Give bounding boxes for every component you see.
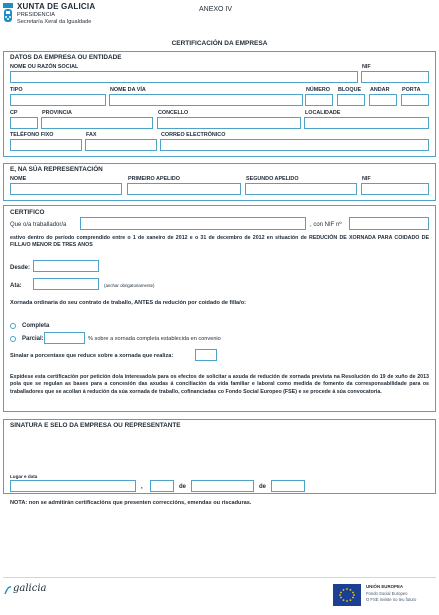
cp-label: CP [10,110,18,116]
tipo-input[interactable] [10,94,106,106]
completa-radio[interactable] [10,323,16,329]
numero-input[interactable] [305,94,333,106]
rep-nif-label: NIF [362,176,371,182]
dept-name: PRESIDENCIA [17,12,55,18]
ata-input[interactable] [33,278,99,290]
completa-label: Completa [22,323,50,329]
parcial-percent-input[interactable] [44,332,85,344]
eu-line-1: Fondo Social Europeo [366,591,408,596]
andar-label: ANDAR [370,87,390,93]
certify-heading: CERTIFICO [10,209,45,216]
company-name-input[interactable] [10,71,358,83]
tipo-label: TIPO [10,87,23,93]
rep-apelido2-label: SEGUNDO APELIDO [246,176,299,182]
desde-input[interactable] [33,260,99,272]
eu-flag [333,584,361,606]
parcial-label: Parcial: [22,336,44,342]
place-date-label: Lugar e data [10,474,38,479]
concello-label: CONCELLO [158,110,189,116]
note-text: NOTA: non se admitirán certificacións que presenten correccións, emendas ou riscaduras. [10,500,252,506]
numero-label: NÚMERO [306,87,330,93]
localidade-input[interactable] [304,117,429,129]
via-input[interactable] [109,94,303,106]
email-label: CORREO ELECTRÓNICO [161,132,226,138]
nif-prefix: , con NIF nº [310,222,342,228]
eu-title: UNIÓN EUROPEA [366,584,404,589]
parcial-radio[interactable] [10,336,16,342]
closing-text: Expídese esta certificación por petición do/a interesado/a para os efectos de solicitar a axuda de redución de xornada prevista na Resolución do 19 de xuño de 2013 pola que se regulan as bases para a concesión das axudas á conciliación da vida familiar e laboral como medida de fomento da corresponsabilidade para os traballadores que se acollan á redución da súa xornada de traballo, cofinanciadas co Fondo Social Europeo (FSE) e se procede á súa convocatoria. [10,374,429,395]
fax-input[interactable] [85,139,157,151]
provincia-label: PROVINCIA [42,110,72,116]
period-text: estivo dentro do período comprendido entre o 1 de xaneiro de 2012 e o 31 de decembro de 2012 en situación de REDUCIÓN DE XORNADA PARA COIDADO DE FILLA/O MENOR DE TRES ANOS [10,235,429,249]
month-input[interactable] [191,480,254,492]
signature-heading: SINATURA E SELO DA EMPRESA OU REPRESENTANTE [10,422,181,429]
company-nif-label: NIF [362,64,371,70]
rep-apelido1-input[interactable] [127,183,241,195]
porta-input[interactable] [401,94,429,106]
date-comma: , [141,484,143,490]
concello-input[interactable] [157,117,301,129]
telefono-input[interactable] [10,139,82,151]
ata-label: Ata: [10,283,22,289]
email-input[interactable] [160,139,429,151]
required-note: (anchar obrigatoriamente) [104,283,155,288]
bloque-label: BLOQUE [338,87,362,93]
telefono-label: TELÉFONO FIXO [10,132,54,138]
worker-prefix: Que o/a traballador/a [10,222,67,228]
fax-label: FAX [86,132,97,138]
place-input[interactable] [10,480,136,492]
de-label-1: de [179,484,187,490]
rep-nome-label: NOME [10,176,27,182]
day-input[interactable] [150,480,174,492]
eu-line-2: O FSE inviste no teu futuro [366,597,417,602]
rep-apelido1-label: PRIMEIRO APELIDO [128,176,180,182]
org-name: XUNTA DE GALICIA [17,2,96,11]
xunta-logo [2,2,112,26]
worker-nif-input[interactable] [349,217,429,230]
company-name-label: NOME OU RAZÓN SOCIAL [10,64,79,70]
page-title: CERTIFICACIÓN DA EMPRESA [171,40,268,47]
porta-label: PORTA [402,87,421,93]
desde-label: Desde: [10,265,31,271]
company-heading: DATOS DA EMPRESA OU ENTIDADE [10,54,122,61]
via-label: NOME DA VÍA [110,87,146,93]
galicia-wordmark: galicia [13,583,47,594]
rep-nif-input[interactable] [361,183,429,195]
xornada-text: Xornada ordinaria do seu contrato de traballo, ANTES da redución por coidado de filla/o: [10,300,247,306]
bloque-input[interactable] [337,94,365,106]
xunta-crest-icon [2,3,14,23]
rep-nome-input[interactable] [10,183,122,195]
company-nif-input[interactable] [361,71,429,83]
provincia-input[interactable] [41,117,153,129]
localidade-label: LOCALIDADE [305,110,341,116]
andar-input[interactable] [369,94,397,106]
de-label-2: de [259,484,267,490]
year-input[interactable] [271,480,305,492]
percent-text: Sinalar a porcentaxe que reduce sobre a xornada que realiza: [10,353,174,359]
worker-name-input[interactable] [80,217,306,230]
dept-subname: Secretaría Xeral da Igualdade [17,19,92,25]
annex-label: ANEXO IV [199,6,233,13]
rep-apelido2-input[interactable] [245,183,357,195]
representative-heading: E, NA SÚA REPRESENTACIÓN [10,166,103,173]
eu-flag-icon [333,584,361,606]
cp-input[interactable] [10,117,38,129]
reduction-percent-input[interactable] [195,349,217,361]
footer-rule [3,577,436,578]
parcial-suffix: % sobre a xornada completa establecida en convenio [88,336,221,342]
galicia-swoosh-icon [4,585,12,595]
